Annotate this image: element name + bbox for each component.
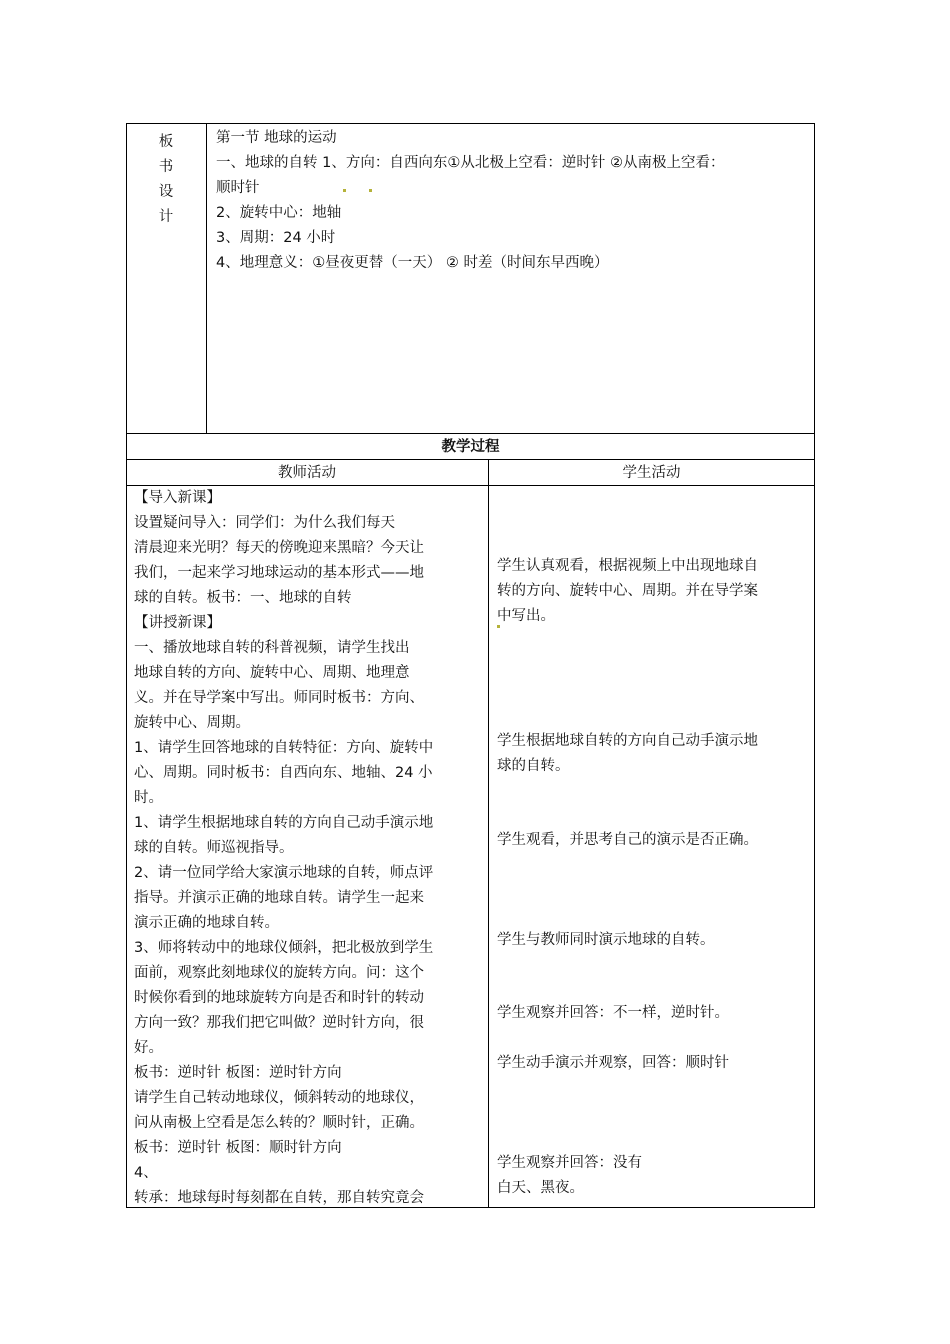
teacher-line: 板书：逆时针 板图：逆时针方向: [134, 1065, 342, 1081]
process-title: 教学过程: [441, 439, 500, 455]
teacher-line: 方向一致？那我们把它叫做？逆时针方向，很: [134, 1015, 424, 1031]
board-side-label-4: 计: [158, 209, 174, 225]
student-line: 球的自转。: [497, 758, 570, 774]
student-line: 学生根据地球自转的方向自己动手演示地: [497, 733, 758, 749]
teacher-line: 义。并在导学案中写出。师同时板书：方向、: [134, 690, 424, 706]
board-line-4: 2、旋转中心：地轴: [216, 205, 342, 221]
teacher-line: 时候你看到的地球旋转方向是否和时针的转动: [134, 990, 424, 1006]
teacher-line: 球的自转。师巡视指导。: [134, 840, 294, 856]
teacher-line: 2、请一位同学给大家演示地球的自转，师点评: [134, 865, 434, 881]
teacher-line: 4、: [134, 1165, 158, 1181]
board-side-label-1: 板: [158, 134, 174, 150]
teacher-line: 球的自转。板书：一、地球的自转: [134, 590, 352, 606]
teacher-line: 转承：地球每时每刻都在自转，那自转究竟会: [134, 1190, 424, 1206]
student-header: 学生活动: [622, 465, 681, 481]
student-line: 学生观察并回答：没有: [497, 1155, 642, 1171]
board-line-6: 4、地理意义：①昼夜更替（一天） ② 时差（时间东早西晚）: [216, 255, 609, 271]
board-divider: [206, 123, 207, 434]
teacher-line: 3、师将转动中的地球仪倾斜，把北极放到学生: [134, 940, 434, 956]
teacher-line: 时。: [134, 790, 163, 806]
teacher-line: 心、周期。同时板书：自西向东、地轴、24 小: [134, 765, 433, 781]
student-line: 中写出。: [497, 608, 555, 624]
teacher-line: 指导。并演示正确的地球自转。请学生一起来: [134, 890, 424, 906]
teacher-line: 好。: [134, 1040, 163, 1056]
column-divider: [488, 459, 489, 1208]
teacher-line: 问从南极上空看是怎么转的？顺时针，正确。: [134, 1115, 424, 1131]
teacher-line: 我们，一起来学习地球运动的基本形式——地: [134, 565, 424, 581]
scan-dot: [369, 189, 372, 192]
title-bottom-border: [126, 459, 815, 460]
teacher-line: 设置疑问导入：同学们：为什么我们每天: [134, 515, 395, 531]
teacher-line: 地球自转的方向、旋转中心、周期、地理意: [134, 665, 410, 681]
teacher-line: 清晨迎来光明？每天的傍晚迎来黑暗？今天让: [134, 540, 424, 556]
teacher-header: 教师活动: [278, 465, 336, 481]
student-line: 白天、黑夜。: [497, 1180, 584, 1196]
board-line-1: 第一节 地球的运动: [216, 130, 337, 146]
board-side-label-3: 设: [158, 184, 174, 200]
teacher-line: 1、请学生根据地球自转的方向自己动手演示地: [134, 815, 434, 831]
board-bottom-border: [126, 433, 815, 434]
student-line: 学生认真观看，根据视频上中出现地球自: [497, 558, 758, 574]
teacher-line: 【讲授新课】: [134, 615, 221, 631]
teacher-line: 板书：逆时针 板图：顺时针方向: [134, 1140, 342, 1156]
board-line-5: 3、周期：24 小时: [216, 230, 336, 246]
teacher-line: 面前，观察此刻地球仪的旋转方向。问：这个: [134, 965, 424, 981]
student-line: 学生观察并回答：不一样，逆时针。: [497, 1005, 729, 1021]
student-line: 学生与教师同时演示地球的自转。: [497, 932, 715, 948]
student-line: 转的方向、旋转中心、周期。并在导学案: [497, 583, 758, 599]
teacher-line: 演示正确的地球自转。: [134, 915, 279, 931]
board-line-2: 一、地球的自转 1、方向：自西向东①从北极上空看：逆时针 ②从南极上空看：: [216, 155, 725, 171]
board-side-label-2: 书: [158, 159, 174, 175]
teacher-line: 1、请学生回答地球的自转特征：方向、旋转中: [134, 740, 434, 756]
student-line: 学生动手演示并观察，回答：顺时针: [497, 1055, 729, 1071]
teacher-line: 【导入新课】: [134, 490, 221, 506]
teacher-line: 一、播放地球自转的科普视频，请学生找出: [134, 640, 410, 656]
teacher-line: 请学生自己转动地球仪，倾斜转动的地球仪，: [134, 1090, 424, 1106]
scan-dot: [343, 189, 346, 192]
student-line: 学生观看，并思考自己的演示是否正确。: [497, 832, 758, 848]
board-line-3: 顺时针: [216, 180, 260, 196]
header-bottom-border: [126, 485, 815, 486]
teacher-line: 旋转中心、周期。: [134, 715, 250, 731]
